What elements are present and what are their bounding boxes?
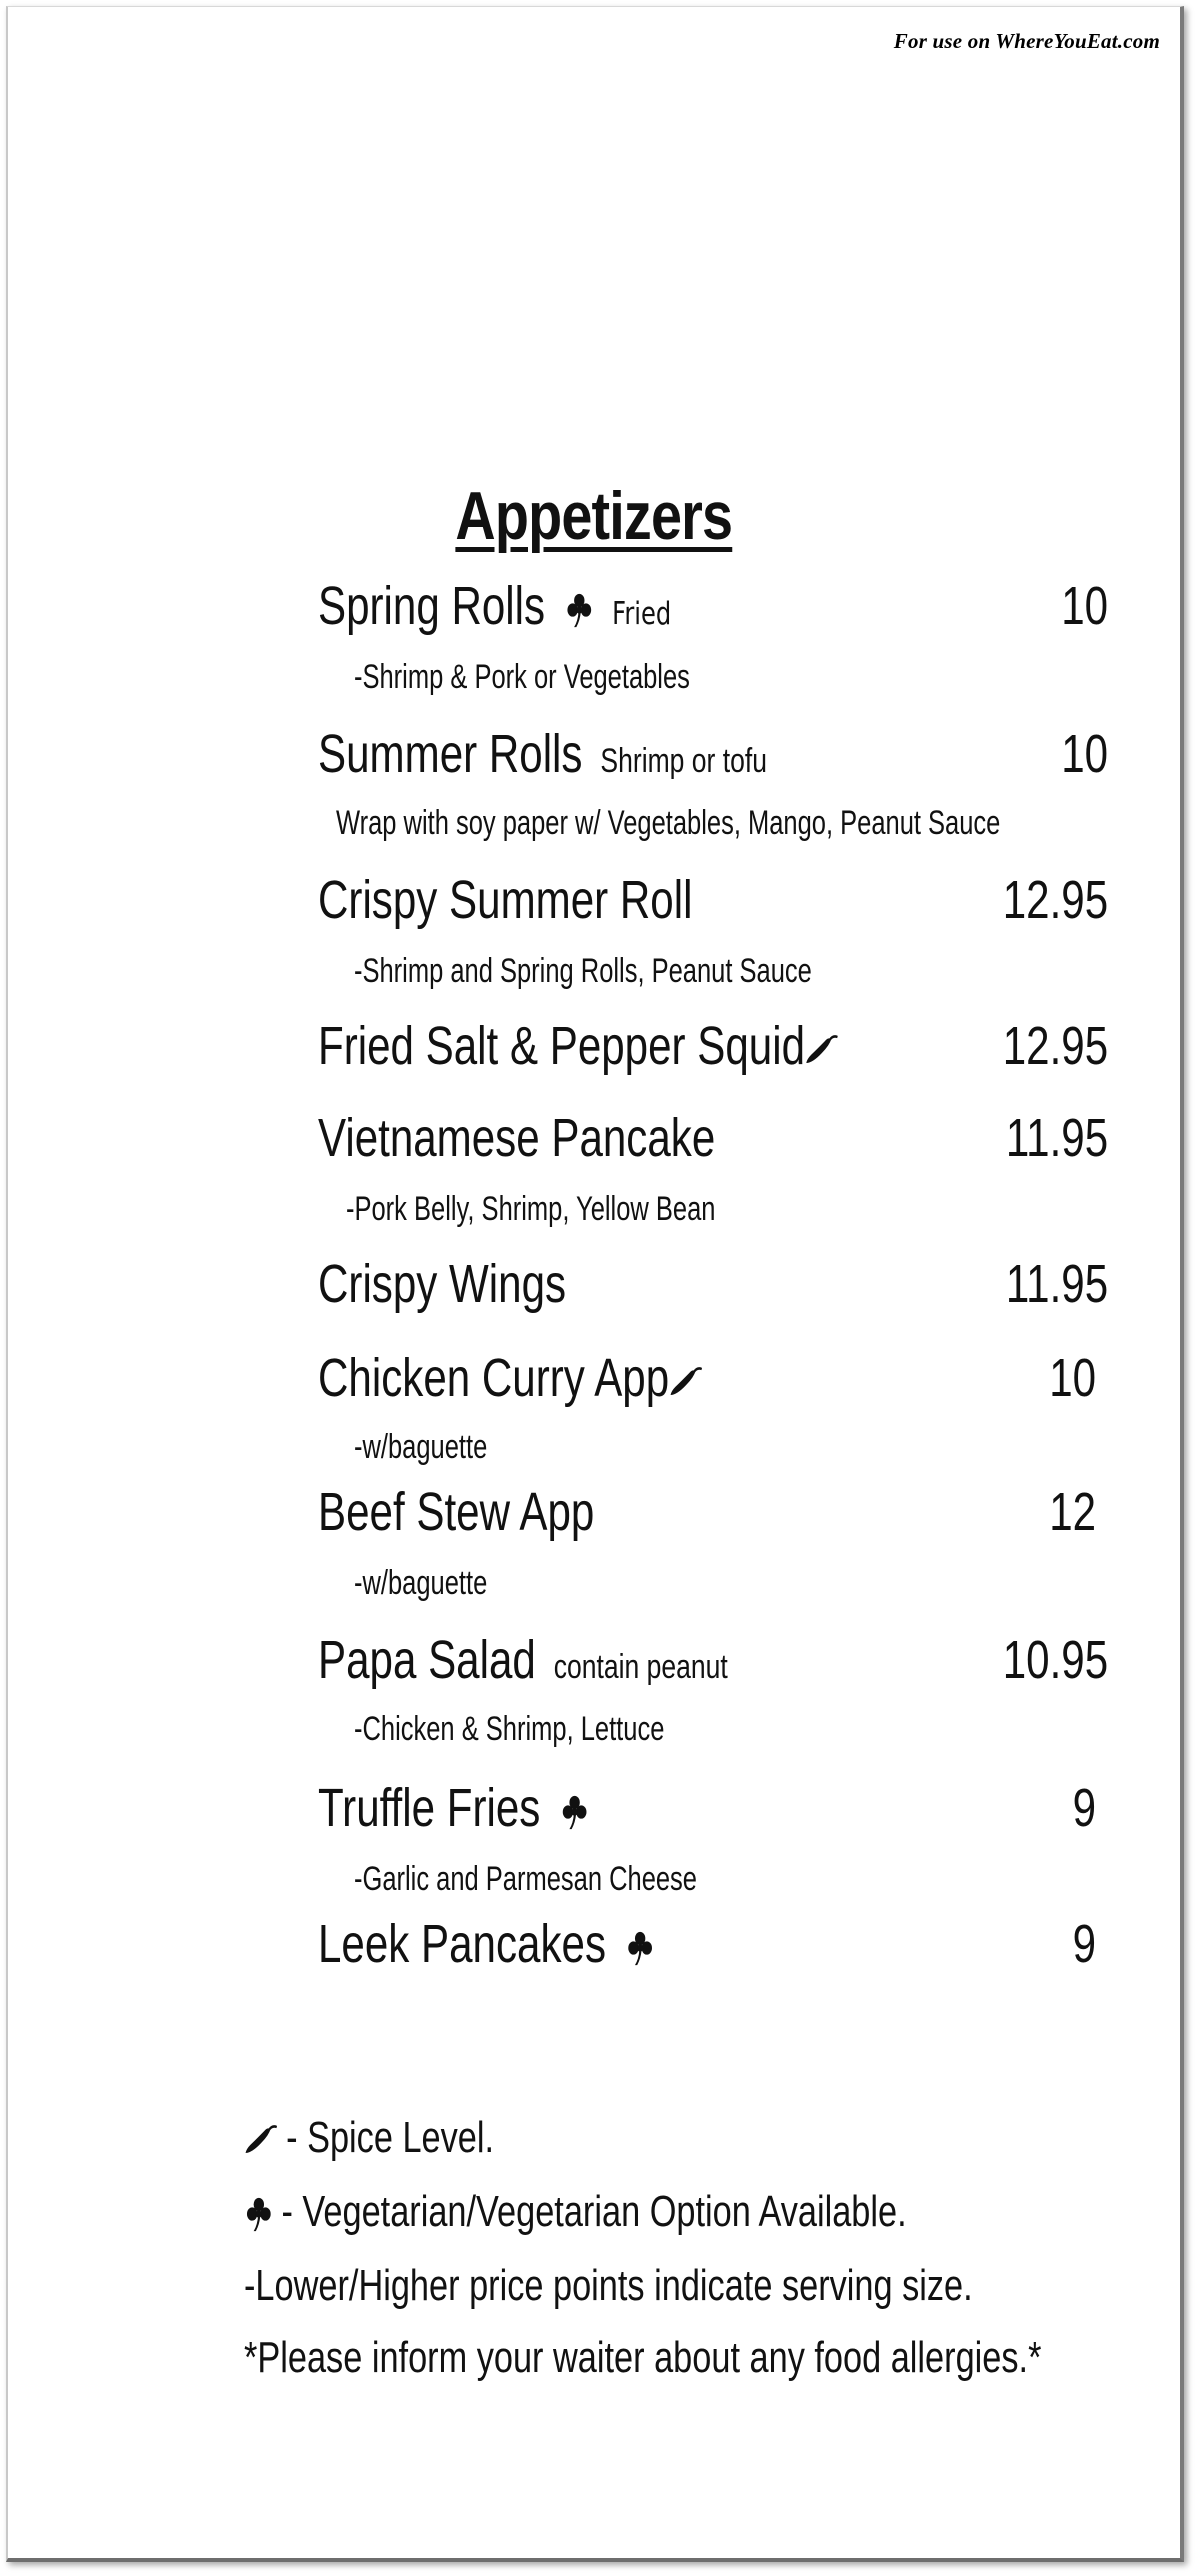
- item-price: 10: [1061, 576, 1108, 636]
- item-price: 12: [1049, 1482, 1096, 1542]
- menu-page: [6, 6, 1184, 2562]
- menu-item: [318, 1347, 1118, 1466]
- menu-item: [318, 1481, 1118, 1602]
- chili-pepper-icon: [244, 2123, 278, 2157]
- item-price: 9: [1072, 1778, 1096, 1838]
- item-description: -Pork Belly, Shrimp, Yellow Bean: [346, 1190, 716, 1228]
- item-description: -w/baguette: [354, 1428, 488, 1466]
- vegetarian-icon: [560, 1792, 590, 1832]
- section-title-text: Appetizers: [455, 478, 733, 554]
- menu-item: [318, 869, 1118, 990]
- item-description: -Shrimp & Pork or Vegetables: [354, 658, 690, 696]
- item-name: Crispy Wings: [318, 1254, 567, 1314]
- legend-vegetarian-text: - Vegetarian/Vegetarian Option Available.: [281, 2187, 907, 2236]
- watermark: For use on WhereYouEat.com: [893, 29, 1160, 53]
- item-price: 10: [1061, 724, 1108, 784]
- item-price: 10.95: [1002, 1630, 1108, 1690]
- legend-price-note: -Lower/Higher price points indicate serving size.: [244, 2261, 973, 2310]
- item-name: Truffle Fries: [318, 1778, 541, 1838]
- menu-item: [318, 723, 1118, 842]
- item-price: 11.95: [1005, 1254, 1108, 1314]
- item-name: Fried Salt & Pepper Squid: [318, 1016, 806, 1076]
- item-name: Beef Stew App: [318, 1482, 595, 1542]
- section-title: [8, 477, 1180, 555]
- menu-item: [318, 1107, 1118, 1228]
- item-price: 10: [1049, 1348, 1096, 1408]
- chili-pepper-icon: [805, 1033, 839, 1067]
- item-name: Chicken Curry App: [318, 1348, 670, 1408]
- legend-vegetarian: [244, 2186, 907, 2238]
- item-price: 11.95: [1005, 1108, 1108, 1168]
- vegetarian-icon: [626, 1928, 656, 1968]
- legend-allergy-note: *Please inform your waiter about any food allergies.*: [244, 2333, 1042, 2382]
- legend-spice: [244, 2112, 494, 2164]
- item-name: Vietnamese Pancake: [318, 1108, 716, 1168]
- menu-item: [318, 1913, 1118, 1983]
- item-name: Leek Pancakes: [318, 1914, 607, 1974]
- item-name: Crispy Summer Roll: [318, 870, 693, 930]
- item-description: -Garlic and Parmesan Cheese: [354, 1860, 697, 1898]
- item-name: Papa Salad: [318, 1630, 536, 1690]
- item-description: -w/baguette: [354, 1564, 488, 1602]
- item-note: contain peanut: [553, 1648, 728, 1686]
- legend-spice-text: - Spice Level.: [286, 2113, 495, 2162]
- item-name: Summer Rolls: [318, 724, 583, 784]
- item-description: -Shrimp and Spring Rolls, Peanut Sauce: [354, 952, 812, 990]
- item-description: Wrap with soy paper w/ Vegetables, Mango, Peanut Sauce: [336, 804, 1001, 842]
- vegetarian-icon: [565, 590, 595, 630]
- menu-item: [318, 575, 1118, 696]
- item-name: Spring Rolls: [318, 576, 546, 636]
- menu-item: [318, 1629, 1118, 1748]
- item-price: 12.95: [1002, 870, 1108, 930]
- menu-item: [318, 1015, 1118, 1085]
- item-price: 9: [1072, 1914, 1096, 1974]
- vegetarian-icon: [244, 2194, 274, 2234]
- menu-item: [318, 1253, 1118, 1323]
- item-note: Fried: [612, 596, 672, 632]
- item-description: -Chicken & Shrimp, Lettuce: [354, 1710, 665, 1748]
- item-price: 12.95: [1002, 1016, 1108, 1076]
- item-note: Shrimp or tofu: [600, 742, 767, 780]
- menu-item: [318, 1777, 1118, 1898]
- chili-pepper-icon: [669, 1365, 703, 1399]
